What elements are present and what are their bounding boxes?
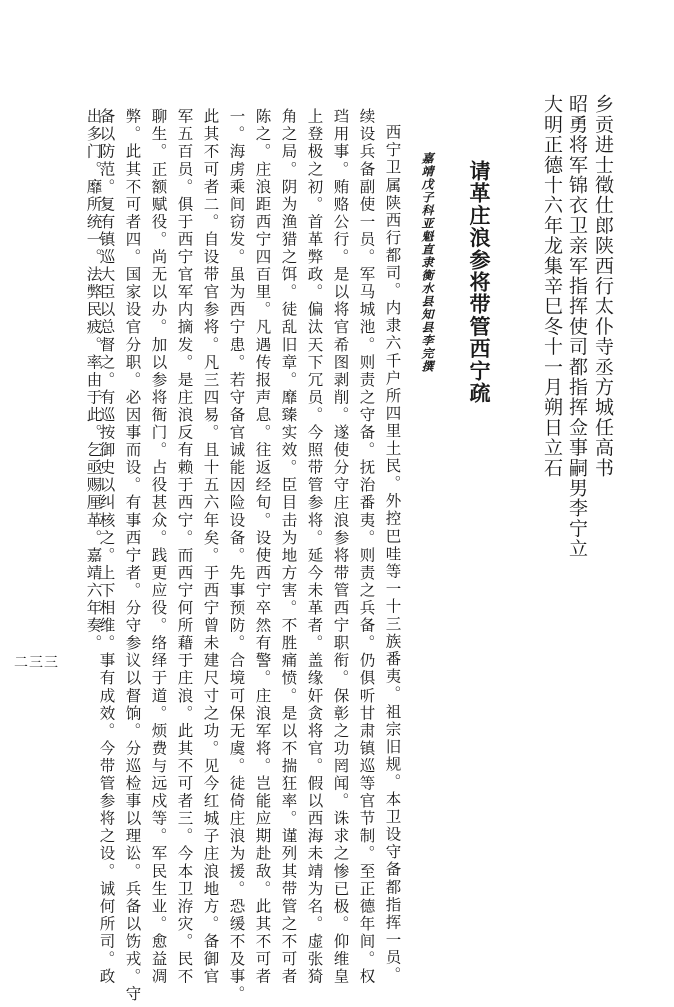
header-line-erector: 昭勇将军锦衣卫亲军指挥使司都指挥佥事嗣男李宁立 — [566, 94, 588, 559]
body-line: 西宁卫属陕西行都司。内隶六千户所四里土民。外控巴哇等一十三族番夷。祖宗旧规。本卫设守备都指挥一员。 — [383, 124, 402, 984]
body-line: 此其不可者二。自设带官参将。凡三四易。且十五六年矣。于西宁曾未建尺寸之功。见今红城子庄浪地方。备御官 — [201, 108, 220, 986]
document-author: 嘉靖戊子科亚魁直隶衡水县知县李完撰 — [420, 152, 434, 373]
header-line-engraver: 乡贡进士徵仕郎陕西行太仆寺丞方城任高书 — [592, 94, 614, 478]
body-line: 军五百员。俱于西宁官军内摘发。是庄浪反有赖于西宁。而西宁何所藉于庄浪。此其不可者三。今本卫洊灾。民不 — [175, 108, 194, 986]
body-line: 角之局。阴为渔猎之饵。徒乱旧章。靡臻实效。臣目击为地方害。不胜痛愤。是以不揣狂率。谨列其带管之不可者 — [279, 108, 298, 986]
body-line: 一。海虏乘间窃发。虽为西宁患。若守备官诚能因险设备。先事预防。合境可保无虞。徒倚庄浪为援。恐缓不及事。 — [227, 108, 246, 1004]
body-line: 上登极之初。首革弊政。偏汰天下冗员。今照带管参将。延今未革者。盖缘奸贪将官。假以西海未靖为名。虚张猗 — [305, 108, 324, 986]
body-line: 出多门。靡所统一。法弊民疲。率由于此。乞亟赐厘革。嘉靖六年奏。 — [84, 108, 103, 653]
page-number: 二三三 — [14, 655, 59, 671]
body-line: 弊。此其不可者四。国家设官分职。必因事而设。有事西宁者。分守参议以督饷。分巡检事以理讼。兵备以饬戎。守 — [123, 108, 142, 1004]
body-line: 珰用事。贿赂公行。是以将官希图剥削。遂使分守庄浪参将带管西宁职衔。保彰之功罔闻。诛求之惨已极。仰维皇 — [331, 108, 350, 986]
body-line: 聊生。正额赋役。尚无以办。加以参将衙门。占役甚众。践更应役。络绎于道。烦费与远戍等。军民生业。愈益凋 — [149, 108, 168, 986]
body-line: 续设兵备副使一员。军马城池。则责之守备。抚治番夷。则责之兵备。仍俱听甘肃镇巡等官节制。至正德年间。权 — [357, 108, 376, 986]
body-line: 陈之。庄浪距西宁四百里。凡遇传报声息。往返经旬。设使西宁卒然有警。庄浪军将。岂能应期赴敌。此其不可者 — [253, 108, 272, 986]
header-line-date: 大明正德十六年龙集辛巳冬十一月朔日立石 — [541, 94, 563, 478]
document-title: 请革庄浪参将带管西宁疏 — [467, 160, 492, 405]
body-line: 备以防范。复有镇巡大臣以总督之。有巡按御史以纠核之。上下相维。事有成效。今带管参将之设。诚何所司。政 — [97, 108, 116, 986]
